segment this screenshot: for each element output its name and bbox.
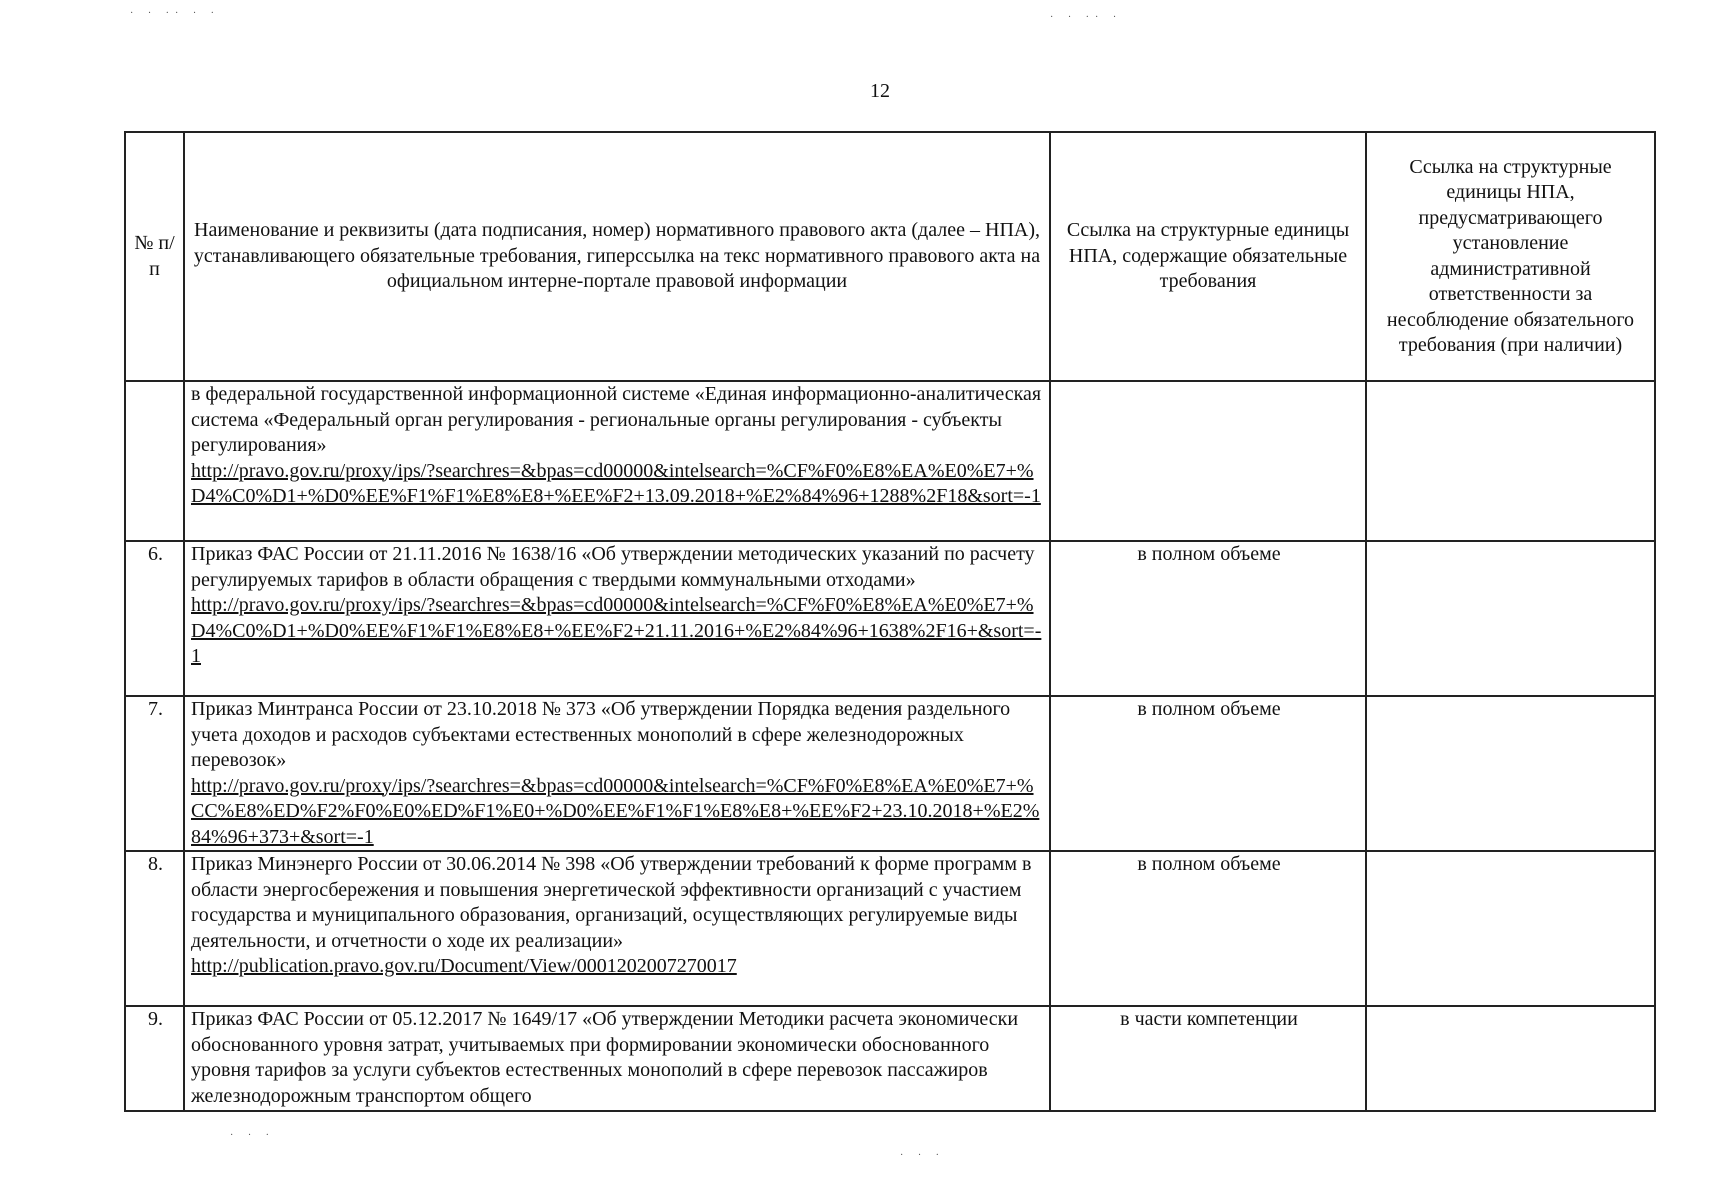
scan-noise: · · ·· · [1050, 12, 1123, 23]
row-act-name [184, 541, 1050, 696]
row-ref [1050, 381, 1366, 541]
row-act-link[interactable]: http://publication.pravo.gov.ru/Document/View/0001202007270017 [191, 955, 737, 977]
row-act-text: Приказ Минтранса России от 23.10.2018 № 373 «Об утверждении Порядка ведения раздельного учета доходов и расходов субъектами естественных монополий в сфере железнодорожных перевозок» [191, 698, 1011, 771]
row-act-link[interactable]: http://pravo.gov.ru/proxy/ips/?searchres=&bpas=cd00000&intelsearch=%CF%F0%E8%EA%E0%E7+%D4%C0%D1+%D0%EE%F1%F1%E8%E8+%EE%F2+13.09.2018+%E2%84%96+1288%2F18&sort=-1 [191, 459, 1041, 507]
row-act-name [184, 381, 1050, 541]
row-number [125, 381, 184, 541]
row-act-link[interactable]: http://pravo.gov.ru/proxy/ips/?searchres=&bpas=cd00000&intelsearch=%CF%F0%E8%EA%E0%E7+%CC%E8%ED%F2%F0%E0%ED%F1%E0+%D0%EE%F1%F1%E8%E8+%EE%F2+23.10.2018+%E2%84%96+373+&sort=-1 [191, 774, 1040, 848]
row-ref: в полном объеме [1050, 696, 1366, 851]
table-header-row [125, 132, 1655, 381]
row-ref: в полном объеме [1050, 541, 1366, 696]
npa-table [124, 131, 1656, 1112]
header-ref: Ссылка на структурные единицы НПА, содержащие обязательные требования [1050, 132, 1366, 381]
table-row [125, 851, 1655, 1006]
table-row [125, 381, 1655, 541]
row-number: 9. [125, 1006, 184, 1111]
header-adm: Ссылка на структурные единицы НПА, предусматривающего установление административной ответственности за несоблюдение обязательного требования (при наличии) [1366, 132, 1655, 381]
row-act-link[interactable]: http://pravo.gov.ru/proxy/ips/?searchres=&bpas=cd00000&intelsearch=%CF%F0%E8%EA%E0%E7+%D4%C0%D1+%D0%EE%F1%F1%E8%E8+%EE%F2+21.11.2016+%E2%84%96+1638%2F16+&sort=-1 [191, 594, 1042, 667]
row-adm [1366, 1006, 1655, 1111]
row-number: 6. [125, 541, 184, 696]
row-adm [1366, 541, 1655, 696]
row-act-text: Приказ Минэнерго России от 30.06.2014 № 398 «Об утверждении требований к форме программ в области энергосбережения и повышения энергетической эффективности организаций с участием государства и муниципального образования, организаций, осуществляющих регулируемые виды деятельности, и отчетности о ходе их реализации» [191, 853, 1032, 952]
row-adm [1366, 381, 1655, 541]
table-row [125, 696, 1655, 851]
header-num: № п/п [125, 132, 184, 381]
row-act-text: Приказ ФАС России от 05.12.2017 № 1649/17 «Об утверждении Методики расчета экономически обоснованного уровня затрат, учитываемых при формировании экономически обоснованного уровня тарифов за услуги субъектов естественных монополий в сфере перевозок пассажиров железнодорожным транспортом общего [191, 1008, 1019, 1107]
row-act-name [184, 851, 1050, 1006]
row-act-text: в федеральной государственной информационной системе «Единая информационно-аналитическая система «Федеральный орган регулирования - региональные органы регулирования - субъекты регулирования» [191, 383, 1042, 456]
row-ref: в части компетенции [1050, 1006, 1366, 1111]
scan-noise: · · · [900, 1150, 945, 1161]
header-name: Наименование и реквизиты (дата подписания, номер) нормативного правового акта (далее – НПА), устанавливающего обязательные требования, гиперссылка на текс нормативного правового акта на официальном интерне-портале правовой информации [184, 132, 1050, 381]
row-number: 8. [125, 851, 184, 1006]
row-act-text: Приказ ФАС России от 21.11.2016 № 1638/16 «Об утверждении методических указаний по расчету регулируемых тарифов в области обращения с твердыми коммунальными отходами» [191, 543, 1035, 591]
row-adm [1366, 696, 1655, 851]
table-row [125, 541, 1655, 696]
table-row [125, 1006, 1655, 1111]
scan-noise: · · ·· · · [130, 8, 220, 19]
row-act-name [184, 696, 1050, 851]
row-adm [1366, 851, 1655, 1006]
page-number: 12 [870, 80, 890, 102]
row-ref: в полном объеме [1050, 851, 1366, 1006]
row-act-name [184, 1006, 1050, 1111]
scan-noise: · · · [230, 1130, 275, 1141]
row-number: 7. [125, 696, 184, 851]
